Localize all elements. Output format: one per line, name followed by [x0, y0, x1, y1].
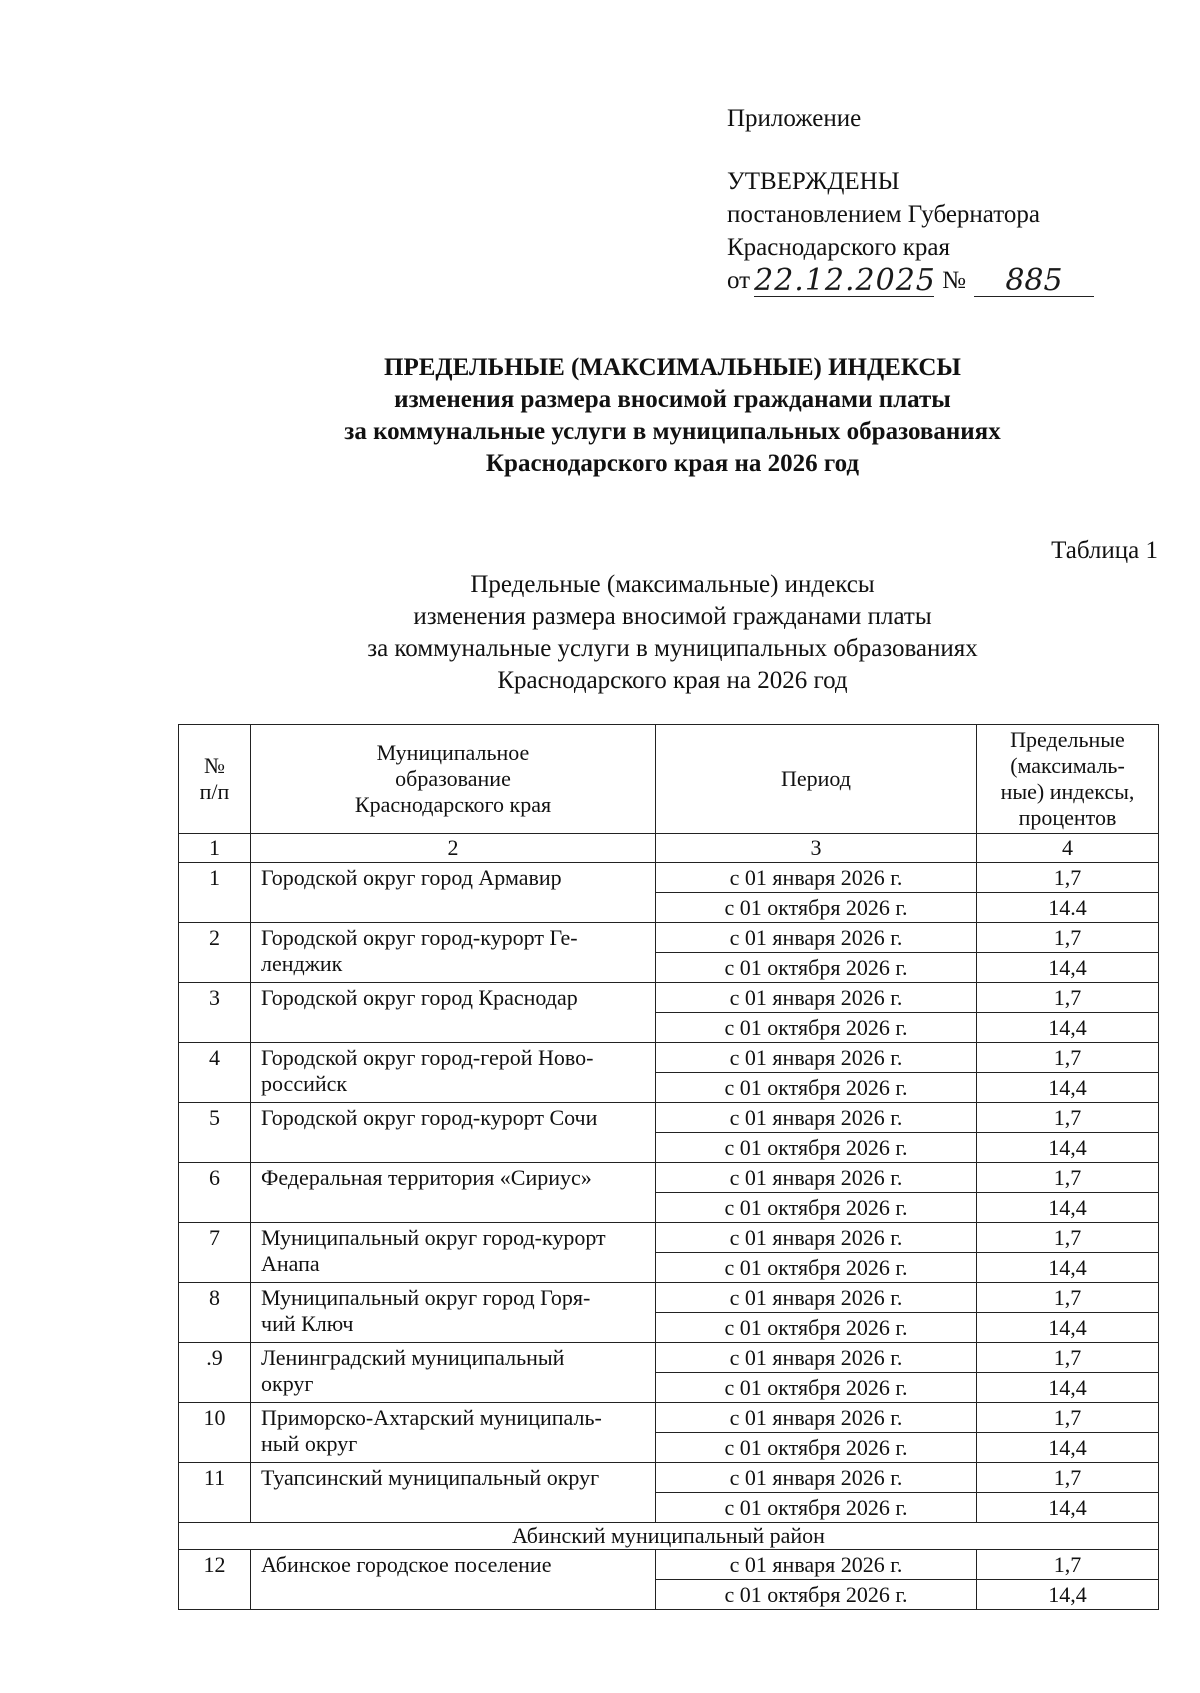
- municipality-name-line: Анапа: [261, 1251, 320, 1276]
- column-number: 1: [179, 834, 251, 863]
- index-value: 14,4: [977, 1073, 1159, 1103]
- index-value: 1,7: [977, 1463, 1159, 1493]
- index-value: 1,7: [977, 1343, 1159, 1373]
- header-period: Период: [656, 725, 977, 834]
- municipality-name-line: чий Ключ: [261, 1311, 354, 1336]
- table-row: [179, 1343, 1159, 1373]
- table-row: [179, 1043, 1159, 1073]
- table-row: [179, 923, 1159, 953]
- index-value: 1,7: [977, 1223, 1159, 1253]
- municipality-name-line: ный округ: [261, 1431, 358, 1456]
- municipality-name-line: Федеральная территория «Сириус»: [261, 1165, 592, 1190]
- row-number: 11: [179, 1463, 251, 1523]
- indexes-table: [178, 724, 1159, 1610]
- index-value: 1,7: [977, 923, 1159, 953]
- from-label: от: [727, 267, 751, 294]
- index-value: 14,4: [977, 1133, 1159, 1163]
- period-cell: с 01 октября 2026 г.: [656, 1373, 977, 1403]
- municipality-name-line: округ: [261, 1371, 314, 1396]
- municipality-name: [251, 1103, 656, 1163]
- period-cell: с 01 октября 2026 г.: [656, 1313, 977, 1343]
- index-value: 1,7: [977, 1283, 1159, 1313]
- index-value: 14.4: [977, 893, 1159, 923]
- municipality-name: [251, 1283, 656, 1343]
- municipality-name-line: Муниципальный округ город-курорт: [261, 1225, 606, 1250]
- table-row: [179, 863, 1159, 893]
- table-label: Таблица 1: [1051, 537, 1158, 564]
- header-number-line: п/п: [199, 779, 230, 804]
- table-row: [179, 1403, 1159, 1433]
- table-row: [179, 1163, 1159, 1193]
- index-value: 14,4: [977, 1193, 1159, 1223]
- period-cell: с 01 января 2026 г.: [656, 863, 977, 893]
- decree-number-line: [727, 264, 1094, 297]
- header-municipality-line: Муниципальное: [376, 740, 530, 765]
- municipality-name-line: Ленинградский муниципальный: [261, 1345, 565, 1370]
- index-value: 14,4: [977, 1433, 1159, 1463]
- municipality-name: [251, 1223, 656, 1283]
- index-value: 14,4: [977, 953, 1159, 983]
- title-line-1: ПРЕДЕЛЬНЫЕ (МАКСИМАЛЬНЫЕ) ИНДЕКСЫ: [384, 354, 961, 381]
- column-number: 4: [977, 834, 1159, 863]
- municipality-name-line: Городской округ город Армавир: [261, 865, 562, 890]
- index-value: 14,4: [977, 1493, 1159, 1523]
- column-number: 2: [251, 834, 656, 863]
- index-value: 14,4: [977, 1313, 1159, 1343]
- header-number: [179, 725, 251, 834]
- header-number-line: №: [204, 753, 225, 778]
- period-cell: с 01 января 2026 г.: [656, 1550, 977, 1580]
- period-cell: с 01 октября 2026 г.: [656, 953, 977, 983]
- header-municipality-line: образование: [395, 766, 511, 791]
- row-number: 6: [179, 1163, 251, 1223]
- number-label: №: [942, 267, 966, 294]
- decree-line-1: постановлением Губернатора: [727, 201, 1040, 228]
- row-number: 1: [179, 863, 251, 923]
- table-title-line-1: Предельные (максимальные) индексы: [470, 571, 875, 598]
- title-line-3: за коммунальные услуги в муниципальных образованиях: [344, 418, 1001, 445]
- municipality-name: [251, 1163, 656, 1223]
- period-cell: с 01 октября 2026 г.: [656, 1013, 977, 1043]
- index-value: 1,7: [977, 983, 1159, 1013]
- index-value: 1,7: [977, 863, 1159, 893]
- table-row: [179, 1550, 1159, 1580]
- index-value: 14,4: [977, 1580, 1159, 1610]
- table-title-line-4: Краснодарского края на 2026 год: [497, 667, 848, 694]
- table-row: [179, 1283, 1159, 1313]
- municipality-name-line: Муниципальный округ город Горя-: [261, 1285, 591, 1310]
- header-municipality-line: Краснодарского края: [354, 792, 552, 817]
- district-header: Абинский муниципальный район: [179, 1523, 1159, 1550]
- table-row: [179, 1103, 1159, 1133]
- row-number: 10: [179, 1403, 251, 1463]
- period-cell: с 01 января 2026 г.: [656, 1463, 977, 1493]
- municipality-name-line: российск: [261, 1071, 348, 1096]
- table-row: [179, 1463, 1159, 1493]
- municipality-name-line: Городской округ город-курорт Сочи: [261, 1105, 598, 1130]
- municipality-name-line: Городской округ город-герой Ново-: [261, 1045, 594, 1070]
- column-number-row: [179, 834, 1159, 863]
- index-value: 14,4: [977, 1253, 1159, 1283]
- period-cell: с 01 января 2026 г.: [656, 923, 977, 953]
- district-header-row: [179, 1523, 1159, 1550]
- index-value: 1,7: [977, 1403, 1159, 1433]
- municipality-name-line: ленджик: [261, 951, 343, 976]
- period-cell: с 01 октября 2026 г.: [656, 1133, 977, 1163]
- decree-date: 22.12.2025: [754, 263, 936, 298]
- table-title-line-3: за коммунальные услуги в муниципальных образованиях: [367, 635, 978, 662]
- table-title-line-2: изменения размера вносимой гражданами платы: [413, 603, 932, 630]
- approval-block: [727, 102, 1094, 297]
- period-cell: с 01 октября 2026 г.: [656, 1433, 977, 1463]
- period-cell: с 01 января 2026 г.: [656, 983, 977, 1013]
- row-number: 3: [179, 983, 251, 1043]
- row-number: 5: [179, 1103, 251, 1163]
- row-number: 7: [179, 1223, 251, 1283]
- header-index-line: (максималь-: [1010, 753, 1125, 778]
- municipality-name: [251, 1403, 656, 1463]
- decree-line-2: Краснодарского края: [727, 234, 950, 261]
- header-index-line: Предельные: [1010, 727, 1125, 752]
- municipality-name: [251, 863, 656, 923]
- municipality-name: [251, 923, 656, 983]
- period-cell: с 01 января 2026 г.: [656, 1343, 977, 1373]
- municipality-name-line: Городской округ город-курорт Ге-: [261, 925, 578, 950]
- municipality-name: [251, 1043, 656, 1103]
- appendix-label: Приложение: [727, 105, 862, 132]
- period-cell: с 01 октября 2026 г.: [656, 1253, 977, 1283]
- period-cell: с 01 января 2026 г.: [656, 1283, 977, 1313]
- municipality-name-line: Приморско-Ахтарский муниципаль-: [261, 1405, 602, 1430]
- index-value: 1,7: [977, 1163, 1159, 1193]
- index-value: 1,7: [977, 1550, 1159, 1580]
- title-line-4: Краснодарского края на 2026 год: [485, 450, 860, 477]
- row-number: 8: [179, 1283, 251, 1343]
- period-cell: с 01 января 2026 г.: [656, 1043, 977, 1073]
- period-cell: с 01 января 2026 г.: [656, 1163, 977, 1193]
- municipality-name: [251, 983, 656, 1043]
- period-cell: с 01 октября 2026 г.: [656, 1073, 977, 1103]
- municipality-name: [251, 1550, 656, 1610]
- period-cell: с 01 января 2026 г.: [656, 1403, 977, 1433]
- index-value: 1,7: [977, 1103, 1159, 1133]
- approved-label: УТВЕРЖДЕНЫ: [727, 168, 900, 195]
- index-value: 1,7: [977, 1043, 1159, 1073]
- period-cell: с 01 января 2026 г.: [656, 1103, 977, 1133]
- index-value: 14,4: [977, 1373, 1159, 1403]
- table-row: [179, 983, 1159, 1013]
- decree-number: 885: [974, 266, 1094, 297]
- title-line-2: изменения размера вносимой гражданами платы: [394, 386, 951, 413]
- period-cell: с 01 октября 2026 г.: [656, 1493, 977, 1523]
- municipality-name-line: Туапсинский муниципальный округ: [261, 1465, 600, 1490]
- header-municipality: [251, 725, 656, 834]
- table-row: [179, 1223, 1159, 1253]
- column-number: 3: [656, 834, 977, 863]
- row-number: 2: [179, 923, 251, 983]
- document-title: [0, 352, 1200, 480]
- period-cell: с 01 октября 2026 г.: [656, 893, 977, 923]
- table-header-row: [179, 725, 1159, 834]
- municipality-name: [251, 1343, 656, 1403]
- period-cell: с 01 октября 2026 г.: [656, 1193, 977, 1223]
- municipality-name-line: Городской округ город Краснодар: [261, 985, 578, 1010]
- row-number: 12: [179, 1550, 251, 1610]
- table-title: [0, 569, 1200, 697]
- municipality-name-line: Абинское городское поселение: [261, 1552, 552, 1577]
- header-index-line: ные) индексы,: [1000, 779, 1135, 804]
- header-index: [977, 725, 1159, 834]
- period-cell: с 01 января 2026 г.: [656, 1223, 977, 1253]
- row-number: 4: [179, 1043, 251, 1103]
- row-number: .9: [179, 1343, 251, 1403]
- index-value: 14,4: [977, 1013, 1159, 1043]
- period-cell: с 01 октября 2026 г.: [656, 1580, 977, 1610]
- header-index-line: процентов: [1018, 805, 1117, 830]
- municipality-name: [251, 1463, 656, 1523]
